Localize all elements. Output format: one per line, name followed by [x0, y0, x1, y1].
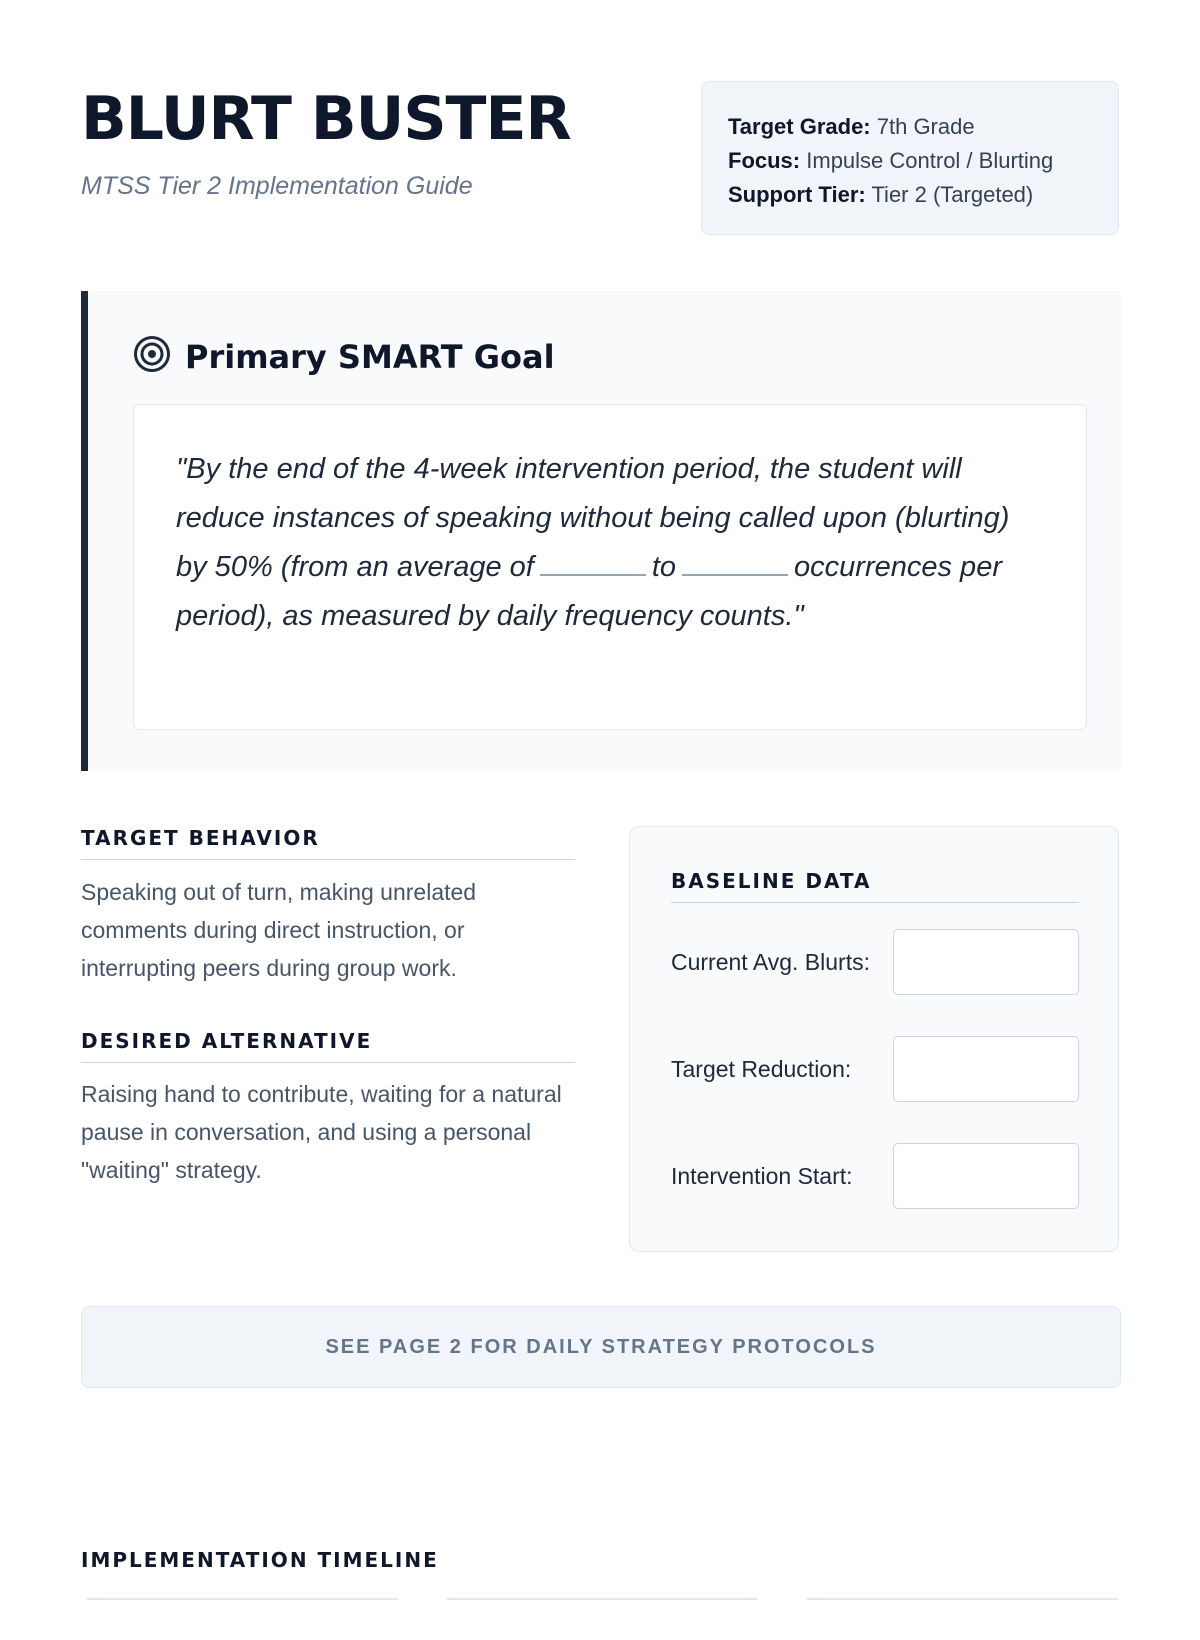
timeline-heading: IMPLEMENTATION TIMELINE [81, 1548, 439, 1572]
target-icon [133, 335, 171, 378]
baseline-row-start [671, 1143, 1079, 1209]
meta-focus-value: Impulse Control / Blurting [806, 148, 1054, 173]
smart-goal-header [133, 335, 555, 378]
baseline-data-card [629, 826, 1119, 1252]
desired-alternative-text: Raising hand to contribute, waiting for a natural pause in conversation, and using a personal "waiting" strategy. [81, 1081, 562, 1183]
page-2-notice: SEE PAGE 2 FOR DAILY STRATEGY PROTOCOLS [81, 1306, 1121, 1388]
target-reduction-label: Target Reduction: [671, 1056, 852, 1082]
smart-goal-heading: Primary SMART Goal [185, 337, 555, 376]
meta-grade-label: Target Grade: [728, 114, 871, 139]
meta-focus [728, 144, 1092, 178]
meta-tier [728, 178, 1092, 212]
timeline-card [447, 1598, 757, 1640]
meta-focus-label: Focus: [728, 148, 801, 173]
current-avg-input[interactable] [893, 929, 1079, 995]
goal-text-part1: "By the end of the 4-week intervention period, the student will reduce instances of speaking without being called upon (blurting) by 50% (from an average of [176, 453, 1010, 583]
smart-goal-text [133, 404, 1087, 730]
meta-grade-value: 7th Grade [876, 114, 975, 139]
goal-text-to: to [651, 551, 677, 583]
smart-goal-section [81, 291, 1121, 771]
goal-text-part2: occurrences per period), as measured by daily frequency counts." [176, 551, 1002, 632]
meta-tier-value: Tier 2 (Targeted) [871, 182, 1034, 207]
target-reduction-input[interactable] [893, 1036, 1079, 1102]
baseline-row-reduction [671, 1036, 1079, 1102]
meta-card [701, 81, 1119, 235]
meta-grade [728, 110, 1092, 144]
timeline-card [87, 1598, 397, 1640]
baseline-blank [540, 552, 646, 576]
baseline-row-current [671, 929, 1079, 995]
desired-alternative-heading: DESIRED ALTERNATIVE [81, 1029, 575, 1063]
page-title: BLURT BUSTER [81, 84, 571, 154]
timeline-card [807, 1598, 1117, 1640]
target-behavior-text: Speaking out of turn, making unrelated comments during direct instruction, or interrupting peers during group work. [81, 879, 477, 981]
intervention-start-input[interactable] [893, 1143, 1079, 1209]
page-subtitle: MTSS Tier 2 Implementation Guide [81, 172, 473, 200]
target-blank [682, 552, 788, 576]
target-behavior-heading: TARGET BEHAVIOR [81, 826, 575, 860]
current-avg-label: Current Avg. Blurts: [671, 949, 870, 975]
page [81, 0, 1121, 1600]
meta-tier-label: Support Tier: [728, 182, 866, 207]
intervention-start-label: Intervention Start: [671, 1163, 853, 1189]
baseline-data-heading: BASELINE DATA [671, 869, 1079, 903]
